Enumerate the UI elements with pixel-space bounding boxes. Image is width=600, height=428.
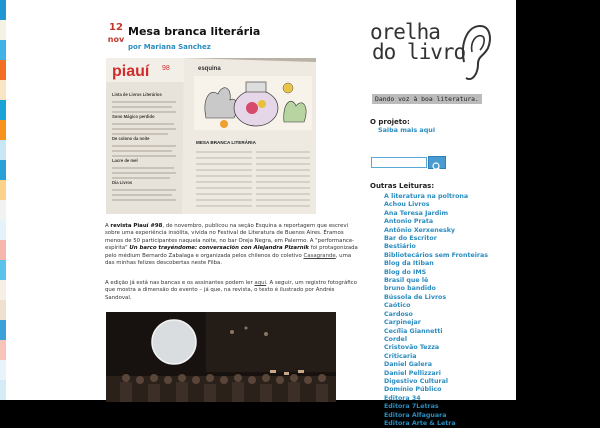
sidebar-link[interactable]: Antonio Prata: [384, 218, 434, 226]
stripe-block: [0, 220, 6, 240]
sidebar-link[interactable]: A literatura na poltrona: [384, 193, 469, 200]
stripe-block: [0, 280, 6, 300]
site-logo[interactable]: [370, 22, 494, 92]
sidebar-link[interactable]: Carpinejar: [384, 319, 421, 327]
para1-book-title: Un barco trayéndome: conversación con Alejandra Pizarnik: [129, 245, 309, 252]
sidebar-link[interactable]: Editora Alfaguara: [384, 411, 447, 419]
stripe-block: [0, 200, 6, 220]
sidebar-link[interactable]: Antônio Xerxenesky: [384, 226, 456, 234]
casagrande-link[interactable]: Casagrande: [303, 252, 336, 259]
event-photo-image: [106, 312, 336, 402]
search-icon: [429, 161, 445, 172]
sidebar-link[interactable]: Bar do Escritor: [384, 235, 437, 243]
stripe-block: [0, 240, 6, 260]
magazine-toc-0: Lista de Livros Literários: [112, 92, 162, 97]
sidebar-link[interactable]: Caótico: [384, 302, 411, 310]
sidebar-link[interactable]: Editora 34: [384, 394, 421, 402]
para2-text-a: A edição já está nas bancas e os assinantes podem ler: [105, 280, 255, 286]
stripe-block: [0, 20, 6, 40]
magazine-toc-2: De colono da noite: [112, 136, 150, 141]
post-date: [105, 22, 127, 46]
magazine-photo: [106, 58, 316, 214]
magazine-masthead: piauí: [112, 63, 150, 80]
sidebar-link[interactable]: Daniel Pellizzari: [384, 369, 441, 377]
para1-text-a: , de novembro, publicou na seção Esquina a reportagem que escrevi sobre uma experiência insólita, vivida no Festival de Literatura de Buenos Aires. Éramos menos de 50 participantes naquela noite, no bar Oreja Negra, em Palermo. A "performance-espírita": [105, 223, 355, 252]
sidebar-link[interactable]: Digestivo Cultural: [384, 377, 448, 385]
outras-leituras-list: [384, 193, 488, 428]
post-date-month: nov: [107, 35, 125, 44]
stripe-block: [0, 340, 6, 360]
sidebar-link[interactable]: Blog do IMS: [384, 268, 427, 276]
sidebar-link[interactable]: Cardoso: [384, 310, 413, 318]
stripe-block: [0, 380, 6, 400]
sidebar-link[interactable]: Ana Teresa Jardim: [384, 209, 449, 217]
saiba-mais-link[interactable]: Saiba mais aqui: [378, 126, 436, 134]
para1-text-b: foi protagonizada pelo médium Bernardo Zabalaga e organizada pelos chilenos do coletivo: [105, 245, 358, 259]
post-author[interactable]: por Mariana Sanchez: [128, 43, 211, 51]
outras-leituras-heading: Outras Leituras:: [370, 182, 435, 190]
stripe-block: [0, 300, 6, 320]
search-button[interactable]: [428, 156, 446, 169]
sidebar-link[interactable]: Bibliotecários sem Fronteiras: [384, 251, 489, 259]
sidebar-link[interactable]: Bestiário: [384, 243, 416, 251]
para2-text-b: . A seguir, um registro fotográfico que mostra a dimensão do evento – já que, na revista, o texto é ilustrado por Andrés Sandoval.: [105, 280, 357, 301]
para1-magazine: revista Piauí #98: [110, 223, 163, 229]
sidebar-link[interactable]: Editora Arte & Letra: [384, 419, 456, 427]
sidebar-link[interactable]: Editora 7Letras: [384, 403, 439, 411]
stripe-block: [0, 180, 6, 200]
magazine-toc-3: Lacre de mel: [112, 158, 138, 163]
stripe-block: [0, 160, 6, 180]
sidebar-link[interactable]: Cordel: [384, 335, 407, 343]
post-paragraph-2: [105, 280, 359, 302]
stripe-block: [0, 60, 6, 80]
magazine-headline: MESA BRANCA LITERÁRIA: [196, 140, 256, 145]
sidebar-link[interactable]: Bússola de Livros: [384, 293, 447, 301]
para1-lead: A: [105, 223, 111, 229]
sidebar-link[interactable]: Criticaria: [384, 352, 417, 360]
logo-line-2: do livro: [372, 40, 466, 64]
sidebar-link[interactable]: Daniel Galera: [384, 361, 432, 369]
magazine-toc-1: Sono Mágico perdido: [112, 114, 155, 119]
sidebar-link[interactable]: Cristovão Tezza: [384, 344, 440, 352]
stripe-block: [0, 100, 6, 120]
aqui-link[interactable]: aqui: [254, 280, 267, 286]
magazine-issue: 98: [162, 65, 170, 72]
event-photo: [106, 312, 336, 402]
stripe-block: [0, 0, 6, 20]
ear-icon: [458, 22, 494, 88]
projeto-heading: O projeto:: [370, 118, 410, 126]
post-date-day: 12: [109, 22, 123, 33]
sidebar-link[interactable]: Domínio Público: [384, 386, 442, 394]
stripe-block: [0, 140, 6, 160]
para1-text-c: , uma das minhas felizes descobertas neste Filba.: [105, 252, 352, 267]
magazine-toc-4: Dia Livros: [112, 180, 133, 185]
stripe-block: [0, 320, 6, 340]
stripe-block: [0, 80, 6, 100]
sidebar-link[interactable]: Brasil que lê: [384, 277, 429, 285]
post-paragraph-1: [105, 223, 359, 267]
search-form: [370, 156, 446, 169]
sidebar-link[interactable]: Blog da Itiban: [384, 260, 434, 268]
search-input[interactable]: [371, 157, 427, 168]
post-title[interactable]: Mesa branca literária: [128, 25, 261, 38]
magazine-illustration: [106, 58, 316, 214]
sidebar-link[interactable]: Achou Livros: [384, 201, 430, 209]
stripe-block: [0, 260, 6, 280]
stripe-block: [0, 40, 6, 60]
sidebar-link[interactable]: Cecília Giannetti: [384, 327, 443, 335]
sidebar-link[interactable]: bruno bandido: [384, 285, 436, 293]
site-tagline: Dando voz à boa literatura.: [372, 94, 482, 104]
stripe-block: [0, 360, 6, 380]
color-stripe: [0, 0, 6, 400]
stripe-block: [0, 120, 6, 140]
logo-line-1: orelha: [370, 20, 440, 44]
magazine-section: esquina: [198, 66, 221, 72]
